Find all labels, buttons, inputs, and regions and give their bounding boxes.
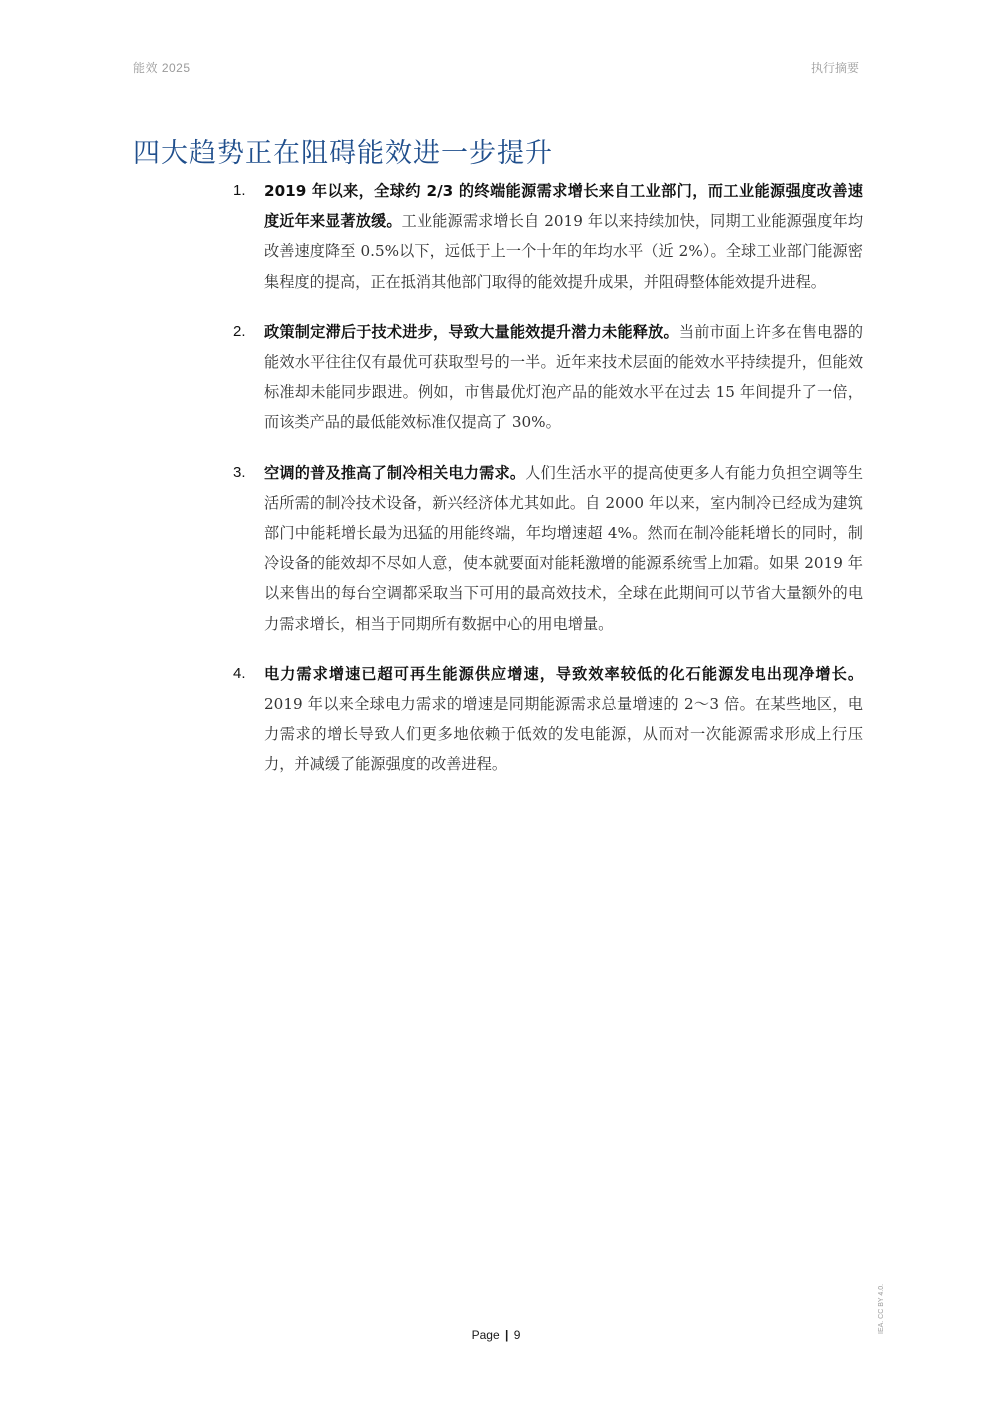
page-number: 9 — [513, 1328, 521, 1342]
trend-lead: 2019 年以来，全球约 2/3 的终端能源需求增长来自工业部门，而工业能源强度改善速度近年来显著放缓。 — [264, 182, 863, 231]
trend-number: 4. — [233, 664, 246, 682]
page-footer — [0, 1328, 992, 1342]
trend-lead: 电力需求增速已超可再生能源供应增速，导致效率较低的化石能源发电出现净增长。 — [264, 664, 863, 683]
trend-body: 2019 年以来全球电力需求的增速是同期能源需求总量增速的 2～3 倍。在某些地区，电力需求的增长导致人们更多地依赖于低效的发电能源，从而对一次能源需求形成上行压力，并减缓了能源强度的改善进程。 — [264, 695, 863, 774]
trend-number: 1. — [233, 182, 246, 199]
trend-number: 3. — [233, 463, 246, 481]
trend-item-4 — [233, 659, 863, 780]
license-notice: IEA. CC BY 4.0. — [878, 1283, 885, 1334]
page-separator: | — [504, 1328, 509, 1342]
page-label: Page — [471, 1328, 500, 1342]
page-title: 四大趋势正在阻碍能效进一步提升 — [133, 138, 553, 169]
trend-body: 工业能源需求增长自 2019 年以来持续加快，同期工业能源强度年均改善速度降至 0.5%以下，远低于上一个十年的年均水平（近 2%）。全球工业部门能源密集程度的提高，正在抵消其他部门取得的能效提升成果，并阻碍整体能效提升进程。 — [264, 212, 864, 291]
header-section-title: 执行摘要 — [810, 61, 859, 75]
trend-item-3 — [233, 458, 863, 639]
trend-lead: 空调的普及推高了制冷相关电力需求。 — [264, 463, 526, 482]
trend-lead: 政策制定滞后于技术进步，导致大量能效提升潜力未能释放。 — [264, 322, 679, 341]
header-report-title: 能效 2025 — [133, 61, 191, 75]
trend-body: 人们生活水平的提高使更多人有能力负担空调等生活所需的制冷技术设备，新兴经济体尤其如此。自 2000 年以来，室内制冷已经成为建筑部门中能耗增长最为迅猛的用能终端，年均增速超 4%。然而在制冷能耗增长的同时，制冷设备的能效却不尽如人意，使本就要面对能耗激增的能源系统雪上加霜。如果 2019 年以来售出的每台空调都采取当下可用的最高效技术，全球在此期间可以节省大量额外的电力需求增长，相当于同期所有数据中心的用电增量。 — [264, 463, 864, 633]
trend-number: 2. — [233, 322, 246, 340]
trend-item-1 — [233, 176, 863, 297]
trend-item-2 — [233, 317, 863, 438]
trend-list — [233, 176, 863, 800]
trend-body: 当前市面上许多在售电器的能效水平往往仅有最优可获取型号的一半。近年来技术层面的能效水平持续提升，但能效标准却未能同步跟进。例如，市售最优灯泡产品的能效水平在过去 15 年间提升了一倍，而该类产品的最低能效标准仅提高了 30%。 — [264, 322, 864, 432]
